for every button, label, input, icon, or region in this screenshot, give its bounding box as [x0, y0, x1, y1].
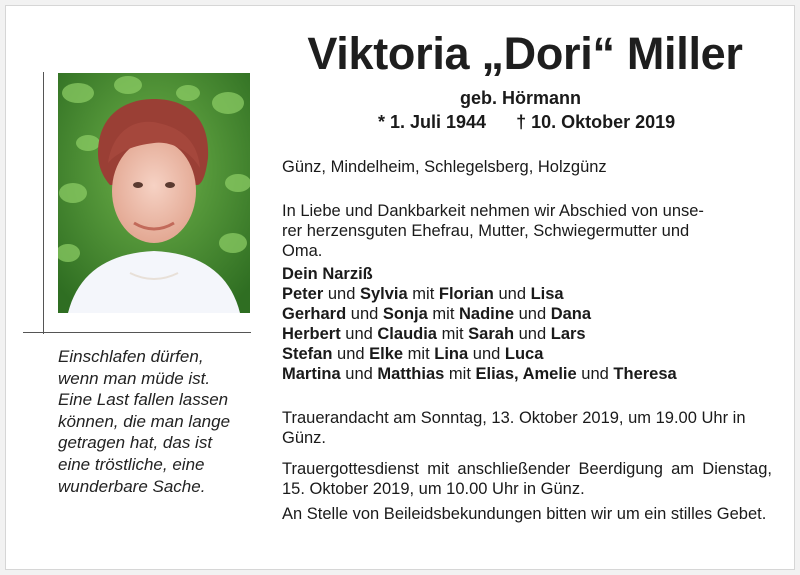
family-name: Claudia	[377, 325, 437, 343]
family-name: Dana	[550, 305, 592, 323]
family-joiner: mit	[437, 325, 469, 343]
poem-line: wenn man müde ist.	[58, 368, 211, 388]
intro-line: In Liebe und Dankbarkeit nehmen wir Abschied von unse-	[282, 202, 704, 220]
family-name: Sylvia	[359, 285, 408, 303]
prayer-service: Trauerandacht am Sonntag, 13. Oktober 2019, um 19.00 Uhr in Günz.	[282, 409, 746, 447]
family-name: Matthias	[377, 365, 445, 383]
family-line	[282, 264, 772, 284]
family-line	[282, 324, 772, 344]
family-name: Dein Narziß	[282, 265, 373, 283]
poem-line: wunderbare Sache.	[58, 476, 206, 496]
family-name: Herbert	[282, 325, 341, 343]
family-name: Sarah	[468, 325, 515, 343]
birth-name: geb. Hörmann	[460, 88, 582, 108]
portrait-photo	[58, 73, 250, 313]
portrait-image	[58, 73, 250, 313]
family-joiner: mit	[407, 285, 439, 303]
family-joiner: und	[493, 285, 531, 303]
family-joiner: mit	[427, 305, 459, 323]
family-name: Nadine	[459, 305, 515, 323]
family-name: Elias, Amelie	[475, 365, 577, 383]
family-joiner: und	[340, 365, 378, 383]
family-name: Florian	[438, 285, 494, 303]
family-joiner: mit	[403, 345, 435, 363]
horizontal-divider	[23, 332, 251, 333]
family-name: Peter	[282, 285, 324, 303]
condolence-note: An Stelle von Beileidsbekundungen bitten wir um ein stilles Gebet.	[282, 505, 767, 523]
family-joiner: und	[323, 285, 360, 303]
family-joiner: und	[340, 325, 378, 343]
family-name: Theresa	[613, 365, 677, 383]
poem-line: Eine Last fallen lassen	[58, 390, 229, 410]
family-joiner: und	[576, 365, 614, 383]
family-joiner: und	[468, 345, 505, 363]
family-name: Lisa	[530, 285, 564, 303]
intro-text	[282, 201, 772, 261]
family-name: Lars	[550, 325, 586, 343]
family-joiner: und	[514, 305, 551, 323]
poem-line: Einschlafen dürfen,	[58, 347, 204, 366]
family-name: Stefan	[282, 345, 333, 363]
family-name: Luca	[504, 345, 544, 363]
family-joiner: mit	[444, 365, 476, 383]
family-list	[282, 264, 772, 384]
family-name: Sonja	[382, 305, 428, 323]
places: Günz, Mindelheim, Schlegelsberg, Holzgünz	[282, 158, 607, 176]
family-name: Martina	[282, 365, 341, 383]
family-line	[282, 284, 772, 304]
poem-line: können, die man lange	[58, 411, 231, 431]
family-name: Gerhard	[282, 305, 347, 323]
family-name: Lina	[434, 345, 469, 363]
family-joiner: und	[346, 305, 383, 323]
family-line	[282, 364, 772, 384]
intro-line: rer herzensguten Ehefrau, Mutter, Schwiegermutter und	[282, 222, 690, 240]
funeral-service: Trauergottesdienst mit anschließender Beerdigung am Dienstag, 15. Oktober 2019, um 10.00 Uhr in Günz.	[282, 460, 772, 498]
intro-line: Oma.	[282, 242, 323, 260]
vertical-divider	[43, 72, 44, 334]
family-name: Elke	[369, 345, 404, 363]
family-line	[282, 344, 772, 364]
family-line	[282, 304, 772, 324]
deceased-name: Viktoria „Dori“ Miller	[307, 28, 743, 79]
life-dates: * 1. Juli 1944 † 10. Oktober 2019	[378, 112, 676, 132]
family-joiner: und	[514, 325, 551, 343]
poem-line: eine tröstliche, eine	[58, 454, 205, 474]
poem	[58, 346, 258, 497]
family-joiner: und	[332, 345, 370, 363]
poem-line: getragen hat, das ist	[58, 433, 213, 453]
